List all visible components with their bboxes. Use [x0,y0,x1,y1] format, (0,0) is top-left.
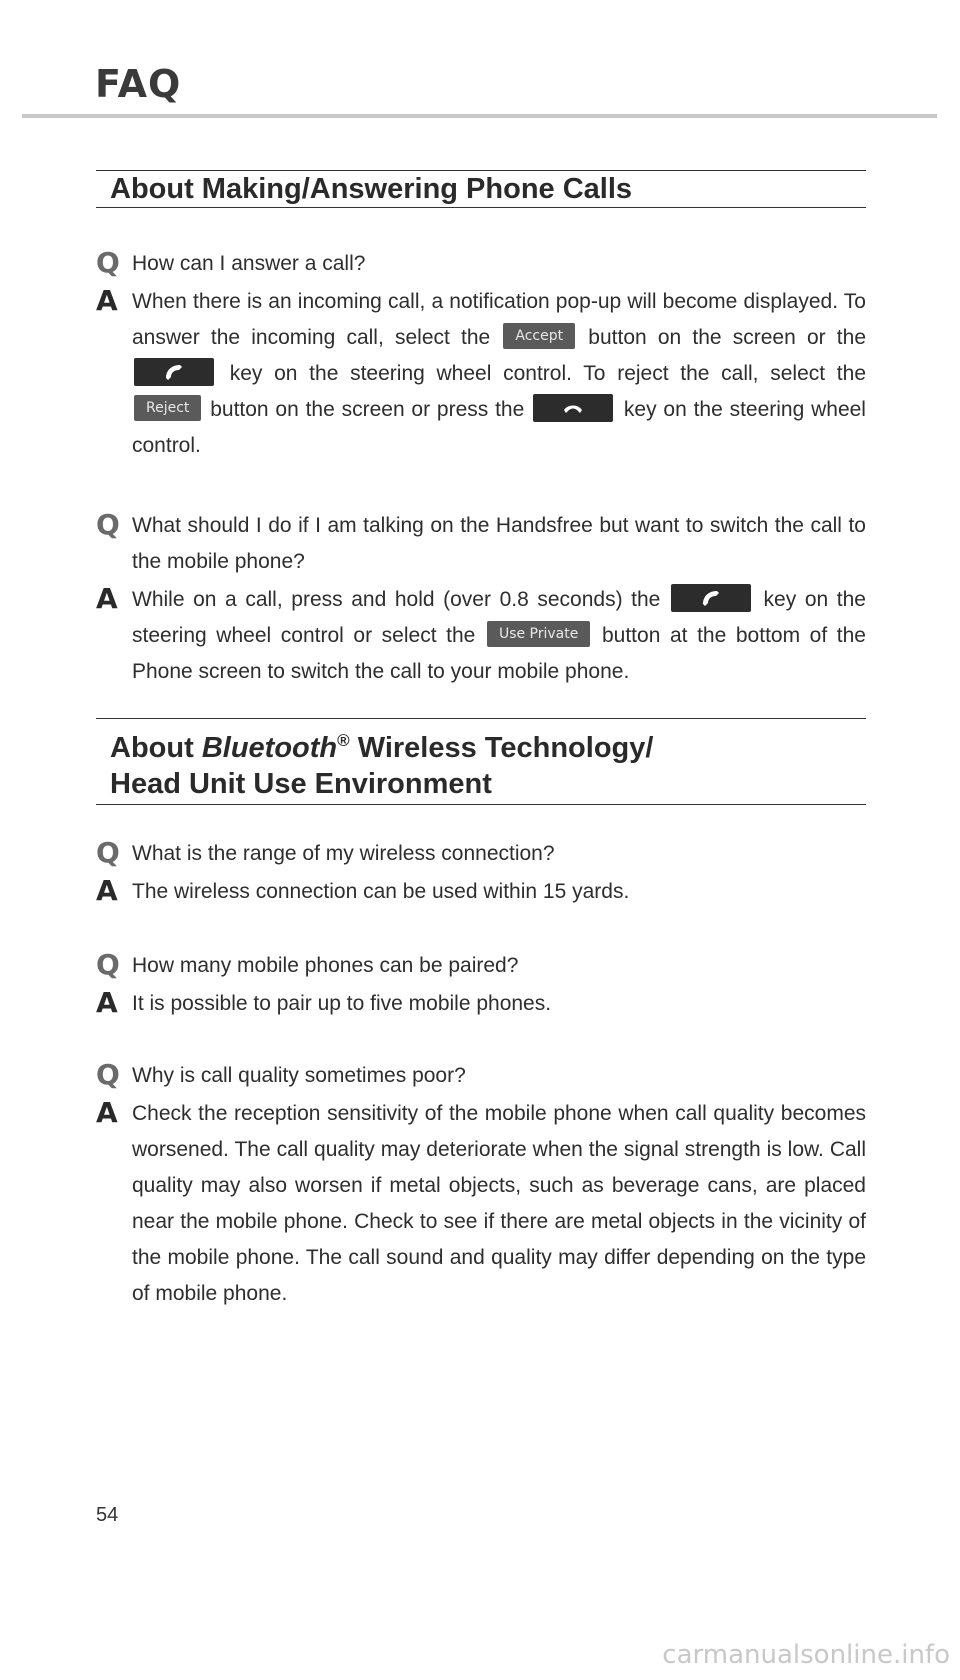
qa-answer-call [96,246,866,464]
question-text: What is the range of my wireless connection? [132,842,555,865]
section-title-line2: Head Unit Use Environment [110,768,492,800]
end-call-key-icon [533,394,613,422]
answer-row [96,284,866,464]
reject-button-graphic: Reject [134,395,201,421]
answer-mark: A [96,986,118,1019]
section-heading-calls [96,170,866,208]
answer-text-part: While on a call, press and hold (over 0.8 seconds) the [132,588,661,611]
answer-row [96,986,866,1022]
answer-text-part: button on the screen or press the [210,398,525,421]
use-private-button-graphic: Use Private [487,621,590,647]
answer-row [96,582,866,690]
page-title: FAQ [95,62,182,106]
page-header [22,58,937,118]
answer-text: It is possible to pair up to five mobile phones. [132,992,552,1015]
qa-call-quality [96,1058,866,1312]
answer-text-part: When there is an incoming call, a notification pop-up will become displayed. To answer the incoming call, select the [132,290,866,349]
call-key-icon [134,358,214,386]
question-row [96,948,866,984]
question-mark: Q [96,1058,120,1091]
question-mark: Q [96,836,120,869]
registered-mark: ® [337,731,350,750]
qa-range [96,836,866,910]
title-part: About [110,732,202,764]
question-row [96,508,866,580]
answer-text: Check the reception sensitivity of the mobile phone when call quality becomes worsened. The call quality may deteriorate when the signal strength is low. Call quality may also worsen if metal objects, such as beverage cans, are placed near the mobile phone. Check to see if there are metal objects in the vicinity of the mobile phone. The call sound and quality may differ depending on the type of mobile phone. [132,1102,866,1305]
answer-text-part: key on the steering wheel control. To reject the call, select the [229,362,866,385]
question-row [96,836,866,872]
section-title [110,723,852,766]
answer-text [132,284,866,464]
page-number: 54 [96,1504,119,1526]
question-row [96,246,866,282]
answer-text-part: button at the bottom of the Phone screen to switch the call to your mobile phone. [132,624,866,683]
question-mark: Q [96,246,120,279]
section-heading-bluetooth [96,718,866,805]
question-text: How many mobile phones can be paired? [132,954,519,977]
answer-text: The wireless connection can be used within 15 yards. [132,880,630,903]
title-part-italic: Bluetooth [201,732,338,764]
answer-row [96,1096,866,1312]
section-title: About Making/Answering Phone Calls [110,173,633,205]
qa-pairing [96,948,866,1022]
answer-text-part: button on the screen or the [588,326,867,349]
answer-row [96,874,866,910]
answer-mark: A [96,874,118,907]
accept-button-graphic: Accept [503,323,575,349]
answer-mark: A [96,284,118,317]
watermark: carmanualsonline.info [662,1640,950,1670]
title-part: Wireless Technology/ [349,732,654,764]
question-text: What should I do if I am talking on the Handsfree but want to switch the call to the mobile phone? [132,514,866,573]
qa-switch-call [96,508,866,690]
answer-mark: A [96,582,118,615]
call-key-icon [671,584,751,612]
answer-mark: A [96,1096,118,1129]
answer-text-part: key on the steering wheel control or select the [132,588,866,647]
question-mark: Q [96,508,120,541]
answer-text [132,582,866,690]
question-text: How can I answer a call? [132,252,366,275]
answer-text-part: key on the steering wheel control. [132,398,866,457]
question-mark: Q [96,948,120,981]
question-row [96,1058,866,1094]
question-text: Why is call quality sometimes poor? [132,1064,466,1087]
